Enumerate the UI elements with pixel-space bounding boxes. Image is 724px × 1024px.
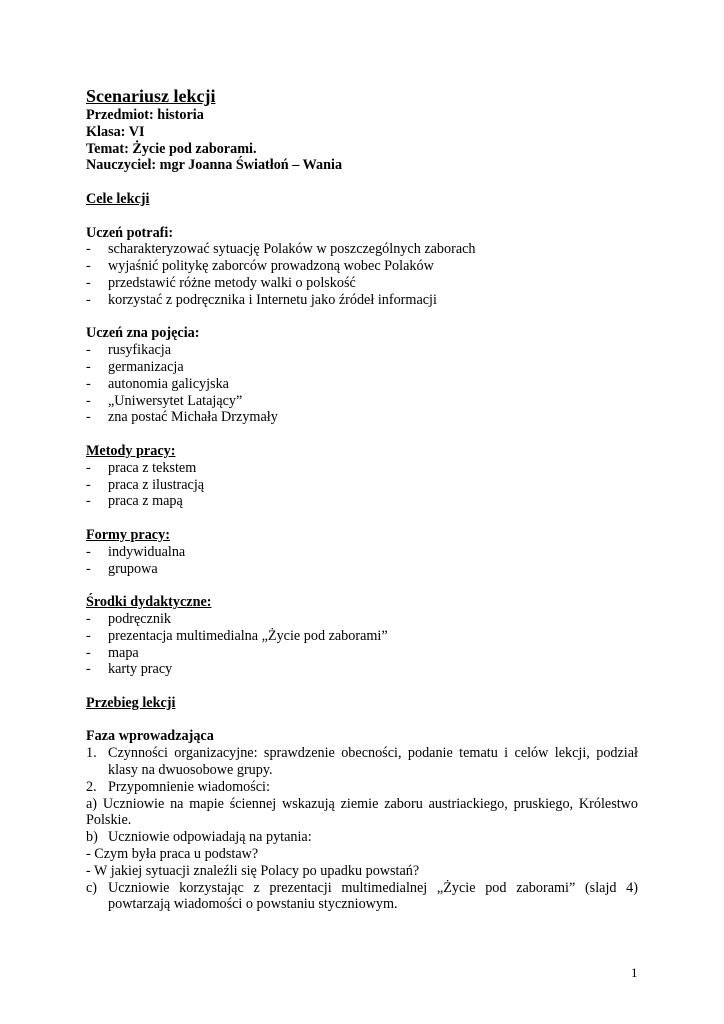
- terms-heading: Uczeń zna pojęcia:: [86, 325, 200, 342]
- teacher-line: Nauczyciel: mgr Joanna Światłoń – Wania: [86, 157, 343, 174]
- page-number: 1: [631, 965, 638, 980]
- document-page: [86, 86, 638, 913]
- lettered-step: c) Uczniowie korzystając z prezentacji multimedialnej „Życie pod zaborami” (slajd 4) powtarzają wiadomości o powstaniu styczniowym.: [86, 879, 638, 913]
- list-item: - praca z ilustracją: [86, 476, 205, 493]
- list-item: - autonomia galicyjska: [86, 375, 229, 392]
- list-item: - germanizacja: [86, 358, 184, 375]
- numbered-step: 2. Przypomnienie wiadomości:: [86, 778, 270, 795]
- list-item: - „Uniwersytet Latający”: [86, 392, 243, 409]
- question-line: - W jakiej sytuacji znaleźli się Polacy po upadku powstań?: [86, 862, 420, 879]
- list-item: - korzystać z podręcznika i Internetu jako źródeł informacji: [86, 291, 437, 308]
- skills-heading: Uczeń potrafi:: [86, 224, 174, 241]
- paragraph-a: a) Uczniowie na mapie ściennej wskazują ziemie zaboru austriackiego, pruskiego, Królestwo Polskie.: [86, 795, 638, 829]
- list-item: - rusyfikacja: [86, 342, 172, 359]
- document-title: Scenariusz lekcji: [86, 86, 216, 106]
- grade-line: Klasa: VI: [86, 123, 145, 140]
- list-item: - mapa: [86, 644, 139, 661]
- lettered-step: b) Uczniowie odpowiadają na pytania:: [86, 829, 312, 846]
- list-item: - praca z tekstem: [86, 459, 197, 476]
- list-item: - grupowa: [86, 560, 158, 577]
- numbered-step: 1. Czynności organizacyjne: sprawdzenie obecności, podanie tematu i celów lekcji, podział klasy na dwuosobowe grupy.: [86, 745, 638, 779]
- list-item: - zna postać Michała Drzymały: [86, 409, 278, 426]
- question-line: - Czym była praca u podstaw?: [86, 846, 259, 863]
- list-item: - prezentacja multimedialna „Życie pod zaborami”: [86, 627, 388, 644]
- list-item: - karty pracy: [86, 661, 173, 678]
- list-item: - przedstawić różne metody walki o polskość: [86, 274, 356, 291]
- forms-heading: Formy pracy:: [86, 526, 170, 543]
- list-item: - indywidualna: [86, 543, 186, 560]
- list-item: - scharakteryzować sytuację Polaków w poszczególnych zaborach: [86, 241, 476, 258]
- subject-line: Przedmiot: historia: [86, 107, 204, 123]
- topic-line: Temat: Życie pod zaborami.: [86, 140, 257, 157]
- phase-heading: Faza wprowadzająca: [86, 728, 214, 745]
- list-item: - wyjaśnić politykę zaborców prowadzoną wobec Polaków: [86, 258, 434, 275]
- goals-heading: Cele lekcji: [86, 190, 150, 207]
- list-item: - praca z mapą: [86, 493, 183, 510]
- means-heading: Środki dydaktyczne:: [86, 594, 212, 611]
- list-item: - podręcznik: [86, 610, 172, 627]
- course-heading: Przebieg lekcji: [86, 694, 176, 711]
- methods-heading: Metody pracy:: [86, 442, 176, 459]
